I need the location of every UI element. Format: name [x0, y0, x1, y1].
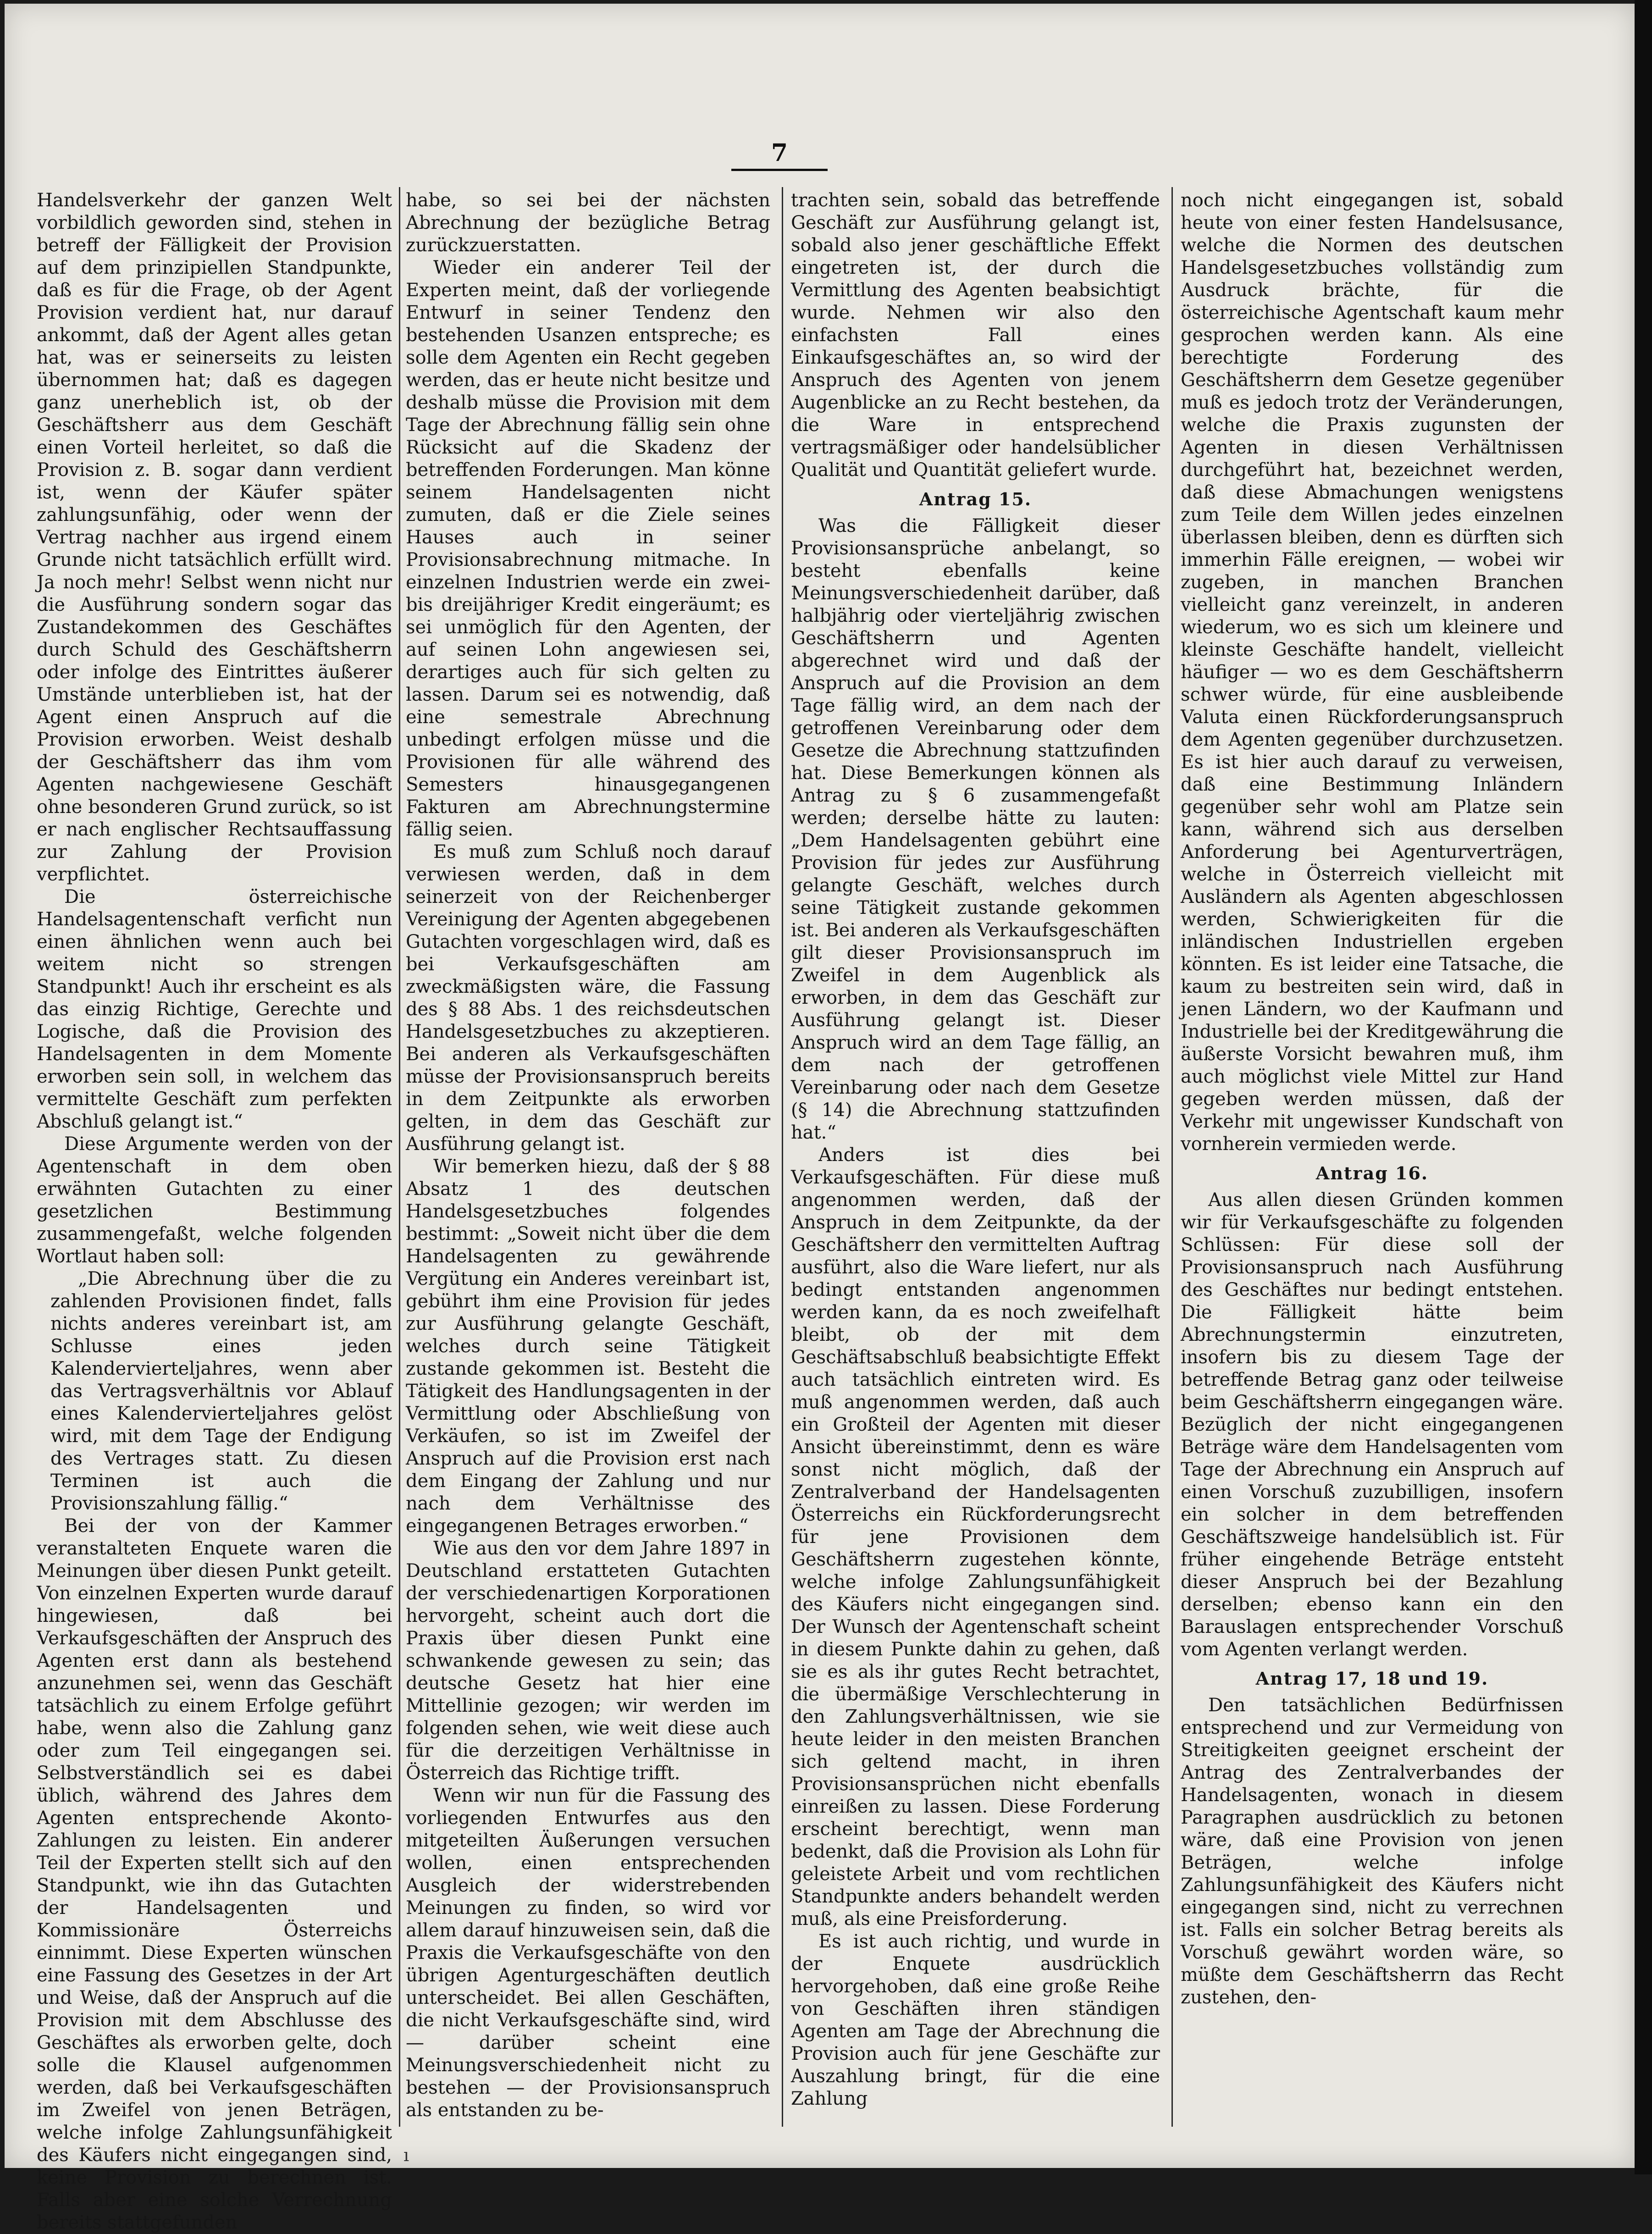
scan-border	[1635, 0, 1652, 2174]
text-column-4	[1181, 189, 1564, 2147]
newspaper-page	[5, 4, 1635, 2233]
text-column-1	[37, 189, 392, 2233]
paragraph: Es ist auch richtig, und wurde in der Enquete ausdrücklich hervorgehoben, daß eine große Reihe von Geschäften ihren ständigen Agenten am Tage der Abrechnung die Provision auch für jene Geschäfte zur Auszahlung bringt, für die eine Zahlung	[791, 1931, 1160, 2109]
paragraph-continuation: noch nicht eingegangen ist, sobald heute von einer festen Handelsusance, welche die Normen des deutschen Handelsgesetzbuches vollständig zum Ausdruck brächte, für die österreichische Agentschaft kaum mehr gesprochen werden kann. Als eine berechtigte Forderung des Geschäftsherrn dem Gesetze gegenüber muß es jedoch trotz der Veränderungen, welche die Praxis zugunsten der Agenten in diesen Verhältnissen durchgeführt hat, bezeichnet werden, daß diese Abmachungen wenigstens zum Teile dem Willen jedes einzelnen überlassen bleiben, denn es dürften sich immerhin Fälle ereignen, — wobei wir zugeben, in manchen Branchen vielleicht ganz vereinzelt, in anderen wiederum, wo es sich um kleinere und kleinste Geschäfte handelt, vielleicht häufiger — wo es dem Geschäftsherrn schwer würde, für eine ausbleibende Valuta einen Rückforderungsanspruch dem Agenten gegenüber durchzusetzen. Es ist hier auch darauf zu verweisen, daß eine Bestimmung Inländern gegenüber sehr wohl am Platze sein kann, während sich aus derselben Anforderung bei Agenturverträgen, welche in Österreich vielleicht mit Ausländern als Agenten abgeschlossen werden, Schwierigkeiten für die inländischen Industriellen ergeben könnten. Es ist leider eine Tatsache, die kaum zu bestreiten sein wird, daß in jenen Ländern, wo der Kaufmann und Industrielle bei der Kreditgewährung die äußerste Vorsicht bewahren muß, ihm auch möglichst viele Mittel zur Hand gegeben werden müssen, daß der Verkehr mit ungewisser Kundschaft von vornherein vermieden werde.	[1181, 190, 1564, 1155]
paragraph: Es muß zum Schluß noch darauf verwiesen werden, daß in dem seinerzeit von der Reichenberger Vereinigung der Agenten abgegebenen Gutachten vorgeschlagen wird, daß es bei Verkaufsgeschäften am zweckmäßigsten wäre, die Fassung des § 88 Abs. 1 des reichsdeutschen Handelsgesetzbuches zu akzeptieren. Bei anderen als Verkaufsgeschäften müsse der Provisionsanspruch bereits in dem Zeitpunkte als erworben gelten, in dem das Geschäft zur Ausführung gelangt ist.	[406, 841, 770, 1155]
paragraph: Wir bemerken hiezu, daß der § 88 Absatz 1 des deutschen Handelsgesetzbuches folgendes bestimmt: „Soweit nicht über die dem Handelsagenten zu gewährende Vergütung ein Anderes vereinbart ist, gebührt ihm eine Provision für jedes zur Ausführung gelangte Geschäft, welches durch seine Tätigkeit zustande gekommen ist. Besteht die Tätigkeit des Handlungsagenten in der Vermittlung oder Abschließung von Verkäufen, so ist im Zweifel der Anspruch auf die Provision erst nach dem Eingang der Zahlung und nur nach dem Verhältnisse des eingegangenen Betrages erworben.“	[406, 1156, 770, 1537]
section-heading: Antrag 16.	[1315, 1163, 1429, 1183]
paragraph: Aus allen diesen Gründen kommen wir für Verkaufsgeschäfte zu folgenden Schlüssen: Für diese soll der Provisionsanspruch nach Ausführung des Geschäftes nur bedingt entstehen. Die Fälligkeit hätte beim Abrechnungstermin einzutreten, insofern bis zu diesem Tage der betreffende Betrag ganz oder teilweise beim Geschäftsherrn eingegangen wäre. Bezüglich der nicht eingegangenen Beträge wäre dem Handelsagenten vom Tage der Abrechnung ein Anspruch auf einen Vorschuß zuzubilligen, insofern ein solcher in dem betreffenden Geschäftszweige handelsüblich ist. Für früher eingehende Beträge entsteht dieser Anspruch bei der Bezahlung derselben; ebenso kann ein den Barauslagen entsprechender Vorschuß vom Agenten verlangt werden.	[1181, 1189, 1564, 1660]
paragraph: Den tatsächlichen Bedürfnissen entsprechend und zur Vermeidung von Streitigkeiten geeignet erscheint der Antrag des Zentralverbandes der Handelsagenten, wonach in diesem Paragraphen ausdrücklich zu betonen wäre, daß eine Provision von jenen Beträgen, welche infolge Zahlungsunfähigkeit des Käufers nicht eingegangen sind, nicht zu verrechnen ist. Falls ein solcher Betrag bereits als Vorschuß gewährt worden wäre, so müßte dem Geschäftsherrn das Recht zustehen, den-	[1181, 1695, 1564, 2008]
paragraph-continuation: habe, so sei bei der nächsten Abrechnung der bezügliche Betrag zurückzuerstatten.	[406, 190, 770, 256]
paragraph: Wie aus den vor dem Jahre 1897 in Deutschland erstatteten Gutachten der verschiedenartigen Korporationen hervorgeht, scheint auch dort die Praxis über diesen Punkt eine schwankende gewesen zu sein; das deutsche Gesetz hat hier eine Mittellinie gezogen; wir werden im folgenden sehen, wie weit diese auch für die derzeitigen Verhältnisse in Österreich das Richtige trifft.	[406, 1538, 770, 1784]
paragraph: Diese Argumente werden von der Agentenschaft in dem oben erwähnten Gutachten zu einer gesetzlichen Bestimmung zusammengefaßt, welche folgenden Wortlaut haben soll:	[37, 1134, 392, 1267]
column-divider	[782, 187, 783, 2127]
paragraph: Wieder ein anderer Teil der Experten meint, daß der vorliegende Entwurf in seiner Tendenz den bestehenden Usanzen entspreche; es solle dem Agenten ein Recht gegeben werden, das er heute nicht besitze und deshalb müsse die Provision mit dem Tage der Abrechnung fällig sein ohne Rücksicht auf die Skadenz der betreffenden Forderungen. Man könne seinem Handelsagenten nicht zumuten, daß er die Ziele seines Hauses auch in seiner Provisionsabrechnung mitmache. In einzelnen Industrien werde ein zwei- bis dreijähriger Kredit eingeräumt; es sei unmöglich für den Agenten, der auf seinen Lohn angewiesen sei, derartiges auch für sich gelten zu lassen. Darum sei es notwendig, daß eine semestrale Abrechnung unbedingt erfolgen müsse und die Provisionen für alle während des Semesters hinausgegangenen Fakturen am Abrechnungstermine fällig seien.	[406, 257, 770, 840]
page-number: 7	[771, 139, 788, 167]
text-column-2	[406, 189, 770, 2147]
paragraph: Wenn wir nun für die Fassung des vorliegenden Entwurfes aus den mitgeteilten Äußerungen versuchen wollen, einen entsprechenden Ausgleich der widerstrebenden Meinungen zu finden, so wird vor allem darauf hinzuweisen sein, daß die Praxis die Verkaufsgeschäfte von den übrigen Agenturgeschäften deutlich unterscheidet. Bei allen Geschäften, die nicht Verkaufsgeschäfte sind, wird — darüber scheint eine Meinungsverschiedenheit nicht zu bestehen — der Provisionsanspruch als entstanden zu be-	[406, 1785, 770, 2121]
column-divider	[399, 187, 400, 2127]
paragraph: Anders ist dies bei Verkaufsgeschäften. Für diese muß angenommen werden, daß der Anspruch in dem Zeitpunkte, da der Geschäftsherr den vermittelten Auftrag ausführt, also die Ware liefert, nur als bedingt entstanden angenommen werden kann, da es noch zweifelhaft bleibt, ob der mit dem Geschäftsabschluß beabsichtigte Effekt auch tatsächlich eintreten wird. Es muß angenommen werden, daß auch ein Großteil der Agenten mit dieser Ansicht übereinstimmt, denn es wäre sonst nicht möglich, daß der Zentralverband der Handelsagenten Österreichs ein Rückforderungsrecht für jene Provisionen dem Geschäftsherrn zugestehen könnte, welche infolge Zahlungsunfähigkeit des Käufers nicht eingegangen sind. Der Wunsch der Agentenschaft scheint in diesem Punkte dahin zu gehen, daß sie es als ihr gutes Recht betrachtet, die übermäßige Verschlechterung in den Zahlungsverhältnissen, wie sie heute leider in den meisten Branchen sich geltend macht, in ihren Provisionsansprüchen nicht ebenfalls einreißen zu lassen. Diese Forderung erscheint berechtigt, wenn man bedenkt, daß die Provision als Lohn für geleistete Arbeit und vom rechtlichen Standpunkte anders behandelt werden muß, als eine Preisforderung.	[791, 1145, 1160, 1930]
column-divider	[1171, 187, 1173, 2127]
page-number-rule	[731, 169, 828, 171]
section-heading: Antrag 15.	[919, 489, 1032, 509]
section-heading: Antrag 17, 18 und 19.	[1255, 1668, 1489, 1689]
paragraph-continuation: Handelsverkehr der ganzen Welt vorbildlich geworden sind, stehen in betreff der Fälligkeit der Provision auf dem prinzipiellen Standpunkte, daß es für die Frage, ob der Agent Provision verdient hat, nur darauf ankommt, daß der Agent alles getan hat, was er seinerseits zu leisten übernommen hat; daß es dagegen ganz unerheblich ist, ob der Geschäftsherr aus dem Geschäft einen Vorteil herleitet, so daß die Provision z. B. sogar dann verdient ist, wenn der Käufer später zahlungsunfähig, oder wenn der Vertrag nachher aus irgend einem Grunde nicht tatsächlich erfüllt wird. Ja noch mehr! Selbst wenn nicht nur die Ausführung sondern sogar das Zustandekommen des Geschäftes durch Schuld des Geschäftsherrn oder infolge des Eintrittes äußerer Umstände unterblieben ist, hat der Agent einen Anspruch auf die Provision erworben. Weist deshalb der Geschäftsherr das ihm vom Agenten nachgewiesene Geschäft ohne besonderen Grund zurück, so ist er nach englischer Rechtsauffassung zur Zahlung der Provision verpflichtet.	[37, 190, 392, 885]
quoted-paragraph: „Die Abrechnung über die zu zahlenden Provisionen findet, falls nichts anderes vereinbart ist, am Schlusse eines jeden Kalendervierteljahres, wenn aber das Vertragsverhältnis vor Ablauf eines Kalendervierteljahres gelöst wird, mit dem Tage der Endigung des Vertrages statt. Zu diesen Terminen ist auch die Provisionszahlung fällig.“	[50, 1268, 392, 1514]
paragraph: Die österreichische Handelsagentenschaft verficht nun einen ähnlichen wenn auch bei weitem nicht so strengen Standpunkt! Auch ihr erscheint es als das einzig Richtige, Gerechte und Logische, daß die Provision des Handelsagenten in dem Momente erworben sein soll, in welchem das vermittelte Geschäft zum perfekten Abschluß gelangt ist.“	[37, 886, 392, 1132]
text-column-3	[791, 189, 1160, 2147]
paragraph-continuation: trachten sein, sobald das betreffende Geschäft zur Ausführung gelangt ist, sobald also jener geschäftliche Effekt eingetreten ist, der durch die Vermittlung des Agenten beabsichtigt wurde. Nehmen wir also den einfachsten Fall eines Einkaufsgeschäftes an, so wird der Anspruch des Agenten von jenem Augenblicke an zu Recht bestehen, da die Ware in entsprechend vertragsmäßiger oder handelsüblicher Qualität und Quantität geliefert wurde.	[791, 190, 1160, 481]
bottom-mark: ı	[403, 2145, 409, 2165]
paragraph: Bei der von der Kammer veranstalteten Enquete waren die Meinungen über diesen Punkt geteilt. Von einzelnen Experten wurde darauf hingewiesen, daß bei Verkaufsgeschäften der Anspruch des Agenten erst dann als bestehend anzunehmen sei, wenn das Geschäft tatsächlich zu einem Erfolge geführt habe, wenn also die Zahlung ganz oder zum Teil eingegangen sei. Selbstverständlich sei es dabei üblich, während des Jahres dem Agenten entsprechende Akonto-Zahlungen zu leisten. Ein anderer Teil der Experten stellt sich auf den Standpunkt, wie ihn das Gutachten der Handelsagenten und Kommissionäre Österreichs einnimmt. Diese Experten wünschen eine Fassung des Gesetzes in der Art und Weise, daß der Anspruch auf die Provision mit dem Abschlusse des Geschäftes als erworben gelte, doch solle die Klausel aufgenommen werden, daß bei Verkaufsgeschäften im Zweifel von jenen Beträgen, welche infolge Zahlungsunfähigkeit des Käufers nicht eingegangen sind, keine Provision zu berechnen ist. Falls aber eine solche Verrechnung bereits stattgefunden	[37, 1515, 392, 2233]
paragraph: Was die Fälligkeit dieser Provisionsansprüche anbelangt, so besteht ebenfalls keine Meinungsverschiedenheit darüber, daß halbjährig oder vierteljährig zwischen Geschäftsherrn und Agenten abgerechnet wird und daß der Anspruch auf die Provision an dem Tage fällig wird, an dem nach der getroffenen Vereinbarung oder dem Gesetze die Abrechnung stattzufinden hat. Diese Bemerkungen können als Antrag zu § 6 zusammengefaßt werden; derselbe hätte zu lauten: „Dem Handelsagenten gebührt eine Provision für jedes zur Ausführung gelangte Geschäft, welches durch seine Tätigkeit zustande gekommen ist. Bei anderen als Verkaufsgeschäften gilt dieser Provisionsanspruch im Zweifel in dem Augenblick als erworben, in dem das Geschäft zur Ausführung gelangt ist. Dieser Anspruch wird an dem Tage fällig, an dem nach der getroffenen Vereinbarung oder nach dem Gesetze (§ 14) die Abrechnung stattzufinden hat.“	[791, 515, 1160, 1143]
